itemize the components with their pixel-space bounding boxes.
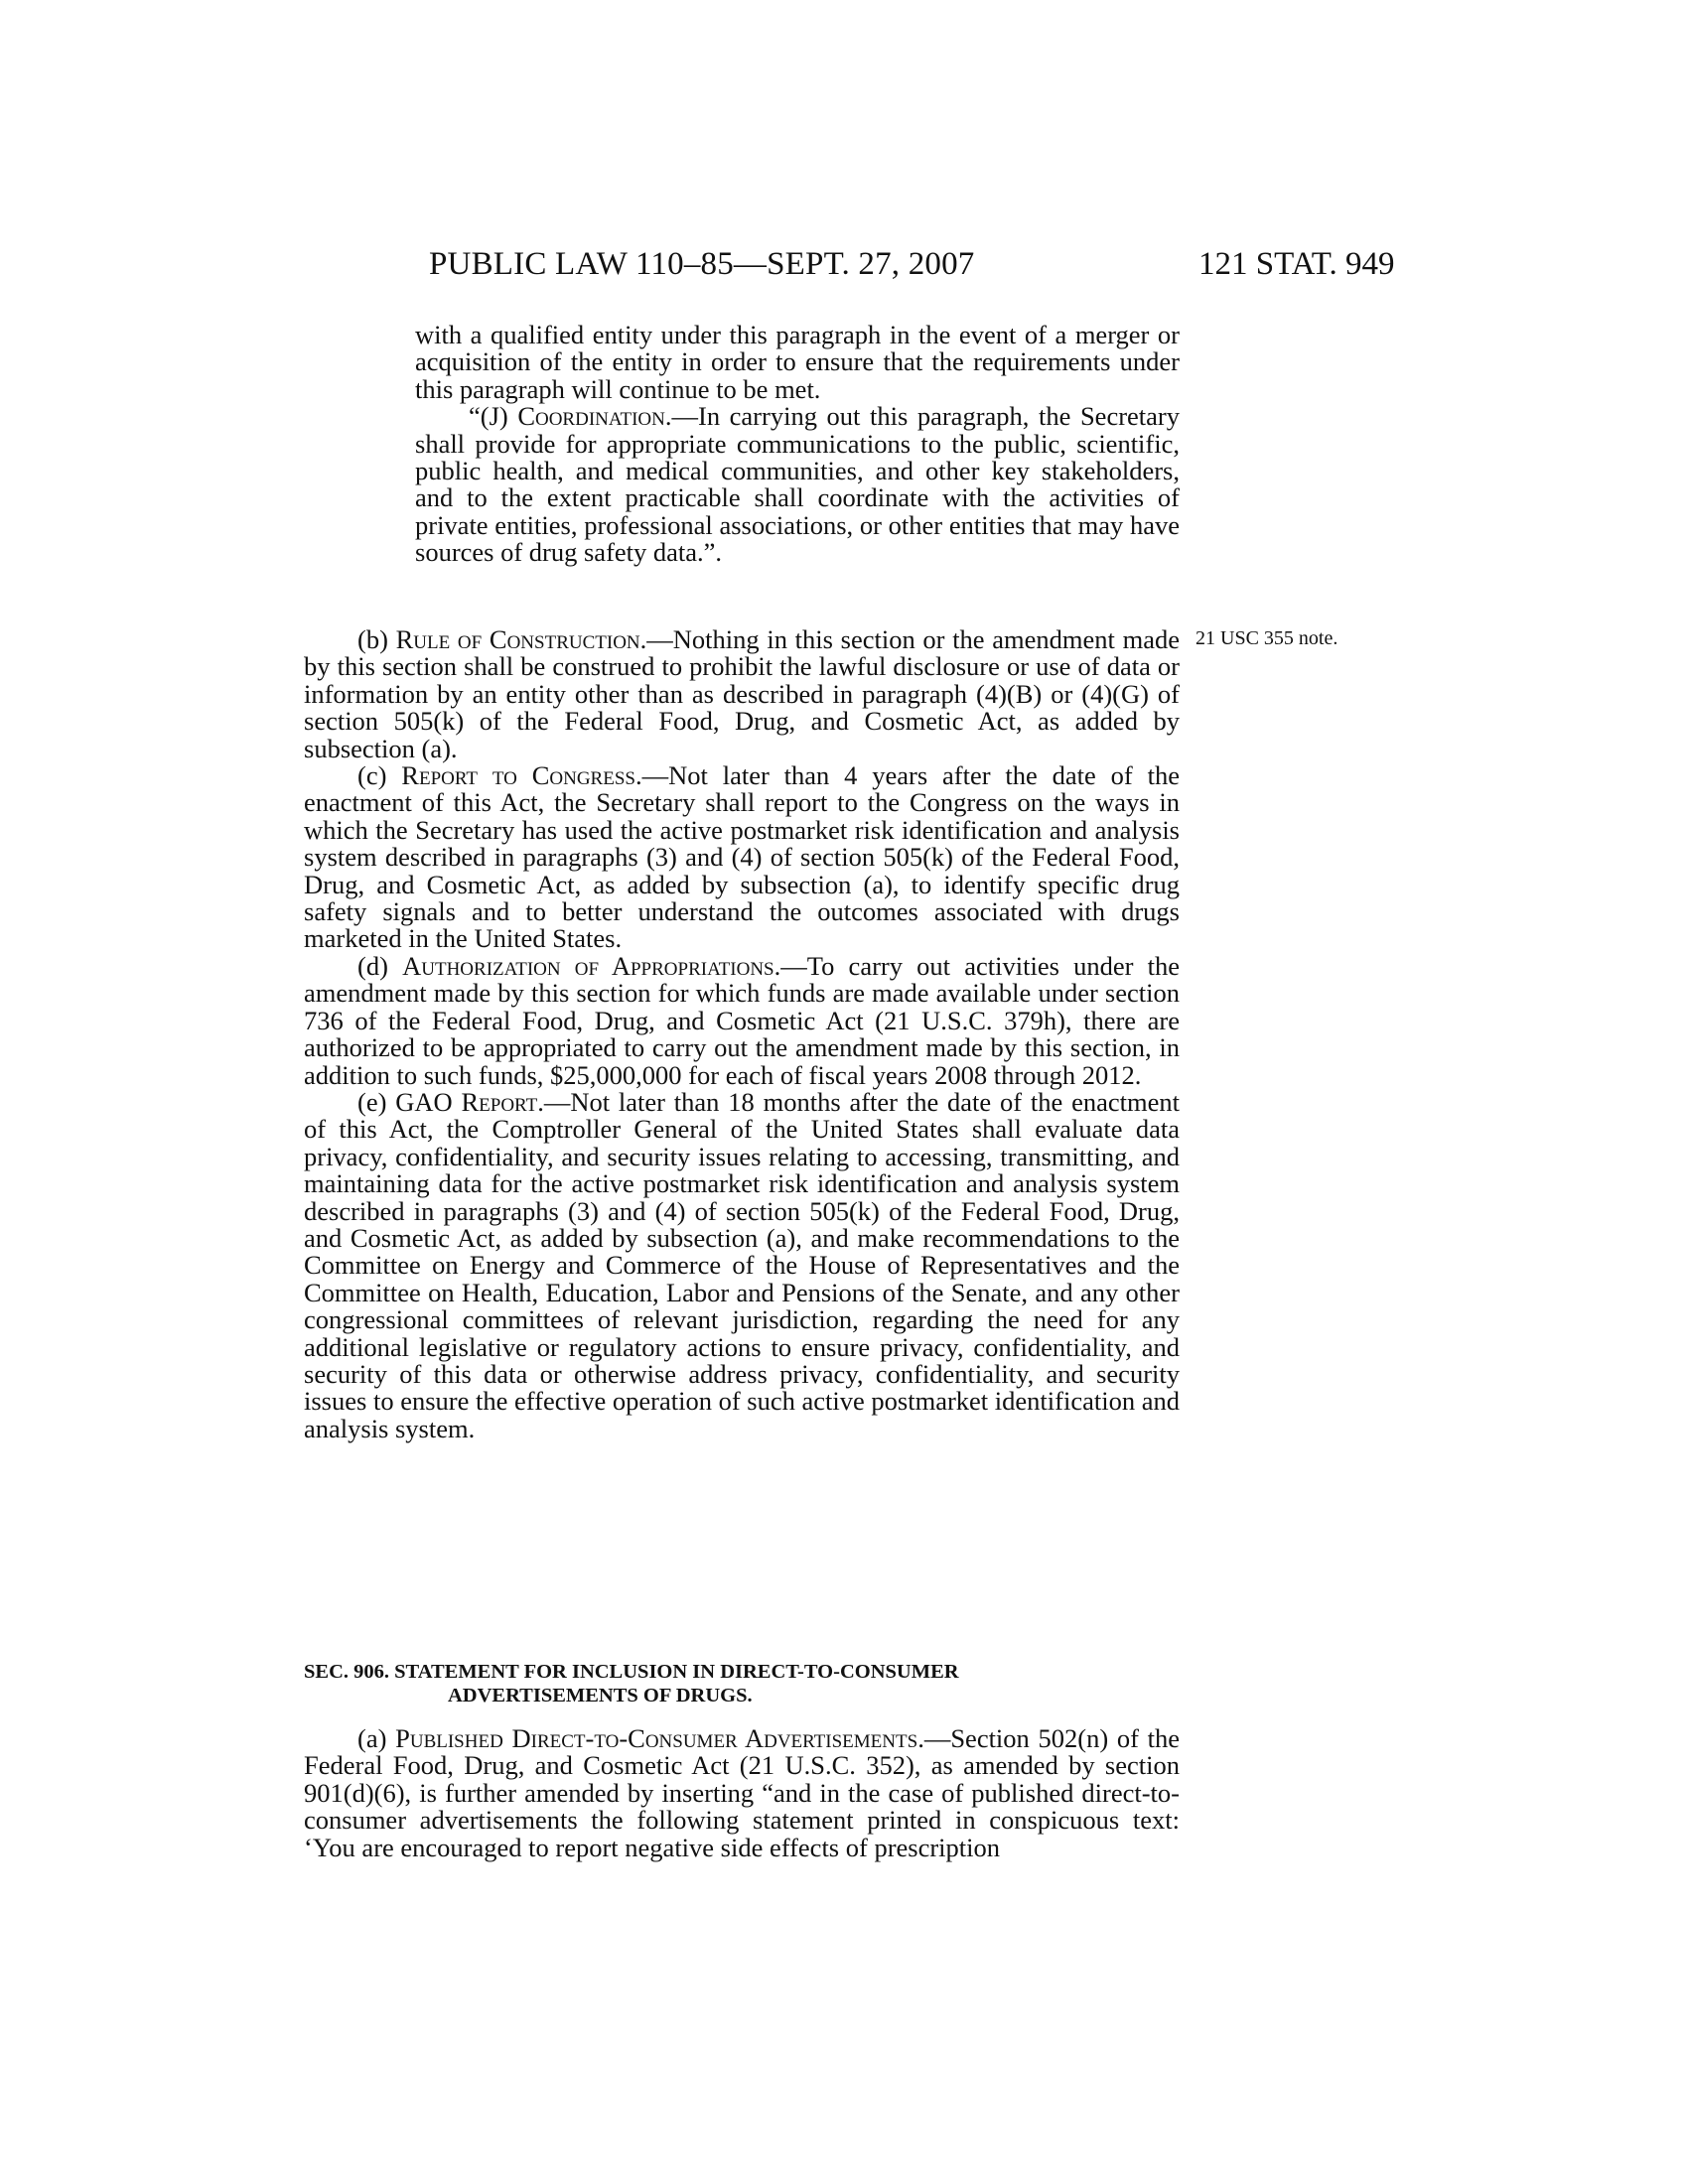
subsections-b-to-e (304, 626, 1180, 1442)
subsection-d-lead: (d) (357, 950, 403, 981)
section-number: SEC. 906. (304, 1661, 390, 1683)
subsection-b-rule-of-construction (304, 626, 1180, 762)
subsection-d-body: .—To carry out activities under the amendment made by this section for which funds are made available under section 736 of the Federal Food, Drug, and Cosmetic Act (21 U.S.C. 379h), there are authorized to be appropriated to carry out the amendment made by this section, in addition to such funds, $25,000,000 for each of fiscal years 2008 through 2012. (304, 950, 1181, 1090)
paragraph-j-heading: Coordination (517, 401, 665, 432)
page-header-stat-reference: 121 STAT. 949 (1198, 246, 1395, 282)
paragraph-continuation: with a qualified entity under this paragraph in the event of a merger or acquisition of the entity in order to ensure that the requirements under this paragraph will continue to be met. (415, 320, 1180, 404)
section-title-line-2: ADVERTISEMENTS OF DRUGS. (448, 1685, 753, 1706)
subsection-c-body: .—Not later than 4 years after the date of the enactment of this Act, the Secretary shall report to the Congress on the ways in which the Secretary has used the active postmarket risk identification and analysis system described in paragraphs (3) and (4) of section 505(k) of the Federal Food, Drug, and Cosmetic Act, as added by subsection (a), to identify specific drug safety signals and to better understand the outcomes associated with drugs marketed in the United States. (304, 760, 1180, 954)
subsection-b-lead: (b) (357, 624, 396, 654)
subsection-e-lead: (e) GAO (357, 1086, 462, 1117)
subsection-c-heading: Report to Congress (401, 760, 635, 791)
subsection-a-published-advertisements (304, 1725, 1180, 1861)
section-title-line-1: STATEMENT FOR INCLUSION IN DIRECT-TO-CONSUMER (394, 1661, 959, 1683)
subsection-c-lead: (c) (357, 760, 402, 791)
subsection-a-heading: Published Direct-to-Consumer Advertisements (395, 1723, 918, 1753)
section-heading (304, 1660, 1180, 1707)
paragraph-j-body: .—In carrying out this paragraph, the Secretary shall provide for appropriate communications to the public, scientific, public health, and medical communities, and other key stakeholders, and to the extent practicable shall coordinate with the activities of private entities, professional associations, or other entities that may have sources of drug safety data.”. (415, 401, 1180, 568)
subsection-a-lead: (a) (357, 1723, 396, 1753)
subsection-d-authorization (304, 950, 1181, 1090)
margin-note-usc-reference: 21 USC 355 note. (1196, 627, 1338, 649)
section-906-text (304, 1725, 1180, 1861)
subsection-c-report-to-congress (304, 762, 1180, 953)
subsection-d-heading: Authorization of Appropriations (402, 950, 774, 981)
subsection-e-gao-report (304, 1086, 1180, 1443)
subsection-e-heading: Report (461, 1086, 538, 1117)
page-header-title: PUBLIC LAW 110–85—SEPT. 27, 2007 (429, 246, 975, 282)
subsection-a-body: .—Section 502(n) of the Federal Food, Drug, and Cosmetic Act (21 U.S.C. 352), as amended by section 901(d)(6), is further amended by inserting “and in the case of published direct-to-consumer advertisements the following statement printed in conspicuous text: ‘You are encouraged to report negative side effects of prescription (304, 1723, 1180, 1862)
subsection-b-body: .—Nothing in this section or the amendment made by this section shall be construed to prohibit the lawful disclosure or use of data or information by an entity other than as described in paragraph (4)(B) or (4)(G) of section 505(k) of the Federal Food, Drug, and Cosmetic Act, as added by subsection (a). (304, 624, 1180, 763)
subsection-b-heading: Rule of Construction (395, 624, 640, 654)
paragraph-j-lead: “(J) (469, 401, 518, 432)
subsection-e-body: .—Not later than 18 months after the date of the enactment of this Act, the Comptroller General of the United States shall evaluate data privacy, confidentiality, and security issues relating to accessing, transmitting, and maintaining data for the active postmarket risk identification and analysis system described in paragraphs (3) and (4) of section 505(k) of the Federal Food, Drug, and Cosmetic Act, as added by subsection (a), and make recommendations to the Committee on Energy and Commerce of the House of Representatives and the Committee on Health, Education, Labor and Pensions of the Senate, and any other congressional committees of relevant jurisdiction, regarding the need for any additional legislative or regulatory actions to ensure privacy, confidentiality, and security of this data or otherwise address privacy, confidentiality, and security issues to ensure the effective operation of such active postmarket identification and analysis system. (304, 1086, 1180, 1443)
amendment-quoted-text (415, 322, 1180, 567)
paragraph-j-coordination (415, 403, 1180, 566)
